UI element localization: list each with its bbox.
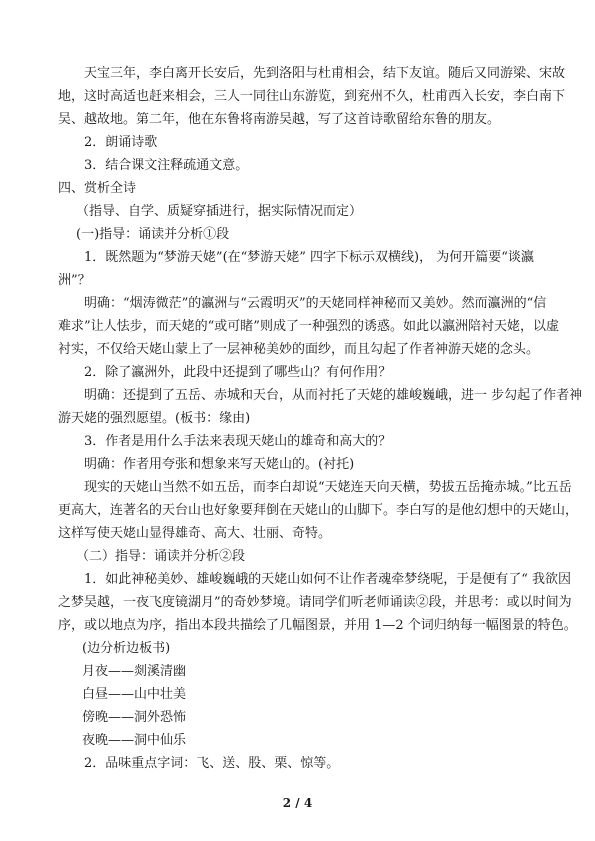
- list-item: 月夜——剡溪清幽: [82, 664, 187, 679]
- paragraph-line: 3．结合课文注释疏通文意。: [84, 158, 249, 173]
- document-body: [58, 62, 583, 775]
- paragraph-line: 之梦吴越，一夜飞度镜湖月”的奇妙梦境。请同学们听老师诵读②段，并思考：或以时间为: [58, 595, 572, 610]
- page-number: 2 / 4: [282, 796, 313, 810]
- paragraph-line: （指导、自学、质疑穿插进行，据实际情况而定）: [76, 204, 363, 219]
- paragraph-line: 天宝三年，李白离开长安后，先到洛阳与杜甫相会，结下友谊。随后又同游梁、宋故: [84, 66, 566, 81]
- paragraph-line: 3．作者是用什么手法来表现天姥山的雄奇和高大的？: [84, 434, 392, 449]
- list-item: 白昼——山中壮美: [82, 687, 187, 702]
- paragraph-line: 现实的天姥山当然不如五岳，而李白却说“天姥连天向天横，势拔五岳掩赤城。”比五岳: [84, 480, 572, 495]
- subsection-heading: (一)指导：诵读并分析①段: [76, 227, 230, 242]
- paragraph-line: 明确：作者用夸张和想象来写天姥山的。(衬托): [84, 457, 355, 472]
- paragraph-line: (边分析边板书): [82, 641, 171, 656]
- paragraph-line: 游天姥的强烈愿望。(板书：缘由): [58, 411, 251, 426]
- list-item: 夜晚——洞中仙乐: [82, 733, 187, 748]
- paragraph-line: 难求”让人怯步，而天姥的“或可睹”则成了一种强烈的诱惑。如此以瀛洲陪衬天姥，以虚: [58, 319, 559, 334]
- paragraph-line: 1．如此神秘美妙、雄峻巍峨的天姥山如何不让作者魂牵梦绕呢，于是便有了“ 我欲因: [84, 572, 572, 587]
- list-item: 傍晚——洞外恐怖: [82, 710, 187, 725]
- paragraph-line: 吴、越故地。第二年，他在东鲁将南游吴越，写了这首诗歌留给东鲁的朋友。: [58, 112, 501, 127]
- paragraph-line: 2．朗诵诗歌: [84, 135, 158, 150]
- paragraph-line: 更高大，连著名的天台山也好象要拜倒在天姥山的山脚下。李白写的是他幻想中的天姥山，: [58, 503, 579, 518]
- subsection-heading: （二）指导：诵读并分析②段: [76, 549, 246, 564]
- paragraph-line: 这样写使天姥山显得雄奇、高大、壮丽、奇特。: [58, 526, 332, 541]
- section-heading: 四、赏析全诗: [58, 181, 137, 196]
- paragraph-line: 衬实，不仅给天姥山蒙上了一层神秘美妙的面纱，而且勾起了作者神游天姥的念头。: [58, 342, 540, 357]
- paragraph-line: 明确：“烟涛微茫”的瀛洲与“云霞明灭”的天姥同样神秘而又美妙。然而瀛洲的“信: [84, 296, 547, 311]
- paragraph-line: 地，这时高适也赶来相会，三人一同往山东游览，到兖州不久，杜甫西入长安，李白南下: [58, 89, 566, 104]
- paragraph-line: 洲”？: [58, 273, 91, 288]
- paragraph-line: 1．既然题为“梦游天姥”(在“梦游天姥” 四字下标示双横线)， 为何开篇要“谈瀛: [84, 250, 534, 265]
- paragraph-line: 序，或以地点为序，指出本段共描绘了几幅图景，并用 1—2 个词归纳每一幅图景的特色。: [58, 618, 577, 633]
- paragraph-line: 2．品味重点字词：飞、送、股、栗、惊等。: [84, 756, 340, 771]
- paragraph-line: 明确：还提到了五岳、赤城和天台，从而衬托了天姥的雄峻巍峨，进一 步勾起了作者神: [84, 388, 583, 403]
- paragraph-line: 2．除了瀛洲外，此段中还提到了哪些山？有何作用？: [84, 365, 392, 380]
